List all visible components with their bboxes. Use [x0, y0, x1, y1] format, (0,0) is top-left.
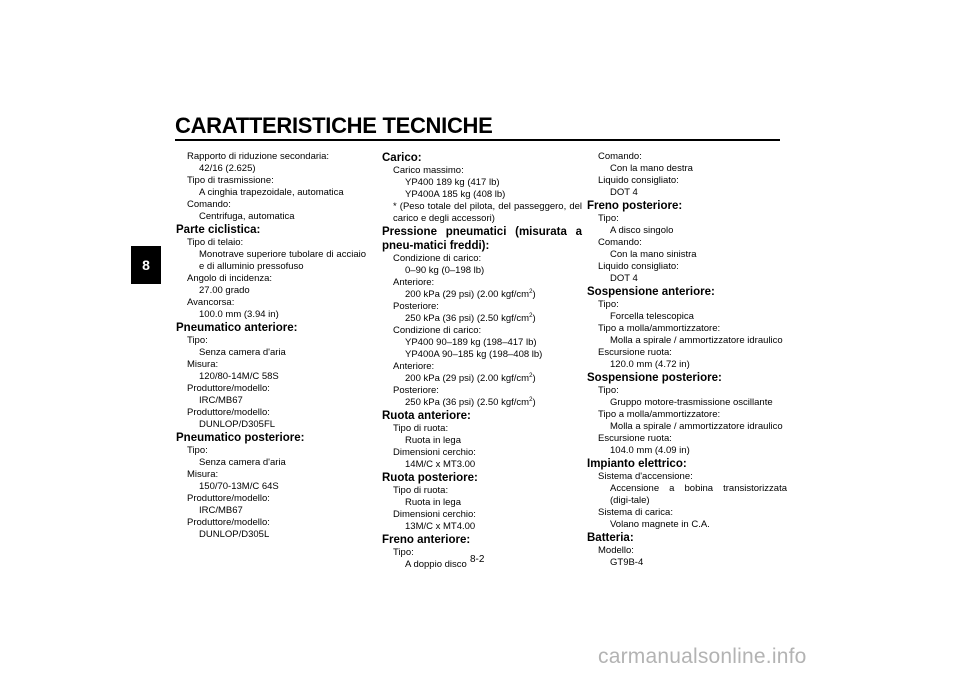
spec-value: Con la mano destra [610, 163, 693, 174]
spec-label: Produttore/modello: [187, 493, 270, 504]
spec-value: A cinghia trapezoidale, automatica [199, 187, 344, 198]
spec-value: Accensione a bobina transistorizzata (digi-tale) [610, 483, 787, 506]
spec-label: Tipo di trasmissione: [187, 175, 274, 186]
spec-value: 250 kPa (36 psi) (2.50 kgf/$cm^2$) [405, 396, 536, 408]
spec-label: Tipo di telaio: [187, 237, 244, 248]
section-heading: Freno posteriore: [587, 200, 683, 212]
section-heading: Sospensione posteriore: [587, 372, 722, 384]
spec-value: DUNLOP/D305L [199, 529, 270, 540]
section-heading: Carico: [382, 152, 422, 164]
spec-value: 120.0 mm (4.72 in) [610, 359, 690, 370]
spec-label: Tipo: [598, 213, 619, 224]
spec-label: Misura: [187, 469, 219, 480]
spec-value: Ruota in lega [405, 497, 461, 508]
spec-label: Dimensioni cerchio: [393, 447, 476, 458]
page-title: CARATTERISTICHE TECNICHE [175, 113, 493, 138]
spec-value: 27.00 grado [199, 285, 250, 296]
superscript: 2 [529, 312, 533, 319]
spec-value: Molla a spirale / ammortizzatore idraulico [610, 335, 783, 346]
spec-value: DOT 4 [610, 187, 638, 198]
spec-value: 14M/C x MT3.00 [405, 459, 476, 470]
spec-label: Sistema d'accensione: [598, 471, 693, 482]
spec-value: Senza camera d'aria [199, 457, 286, 468]
spec-value: DUNLOP/D305FL [199, 419, 276, 430]
spec-label: Misura: [187, 359, 219, 370]
spec-value: YP400A 185 kg (408 lb) [405, 189, 506, 200]
spec-value: YP400A 90–185 kg (198–408 lb) [405, 349, 543, 360]
spec-value: A doppio disco [405, 559, 467, 570]
spec-value: Monotrave superiore tubolare di acciaio e di alluminio pressofuso [199, 249, 366, 272]
watermark-text: carmanualsonline.info [598, 645, 807, 668]
spec-value: 0–90 kg (0–198 lb) [405, 265, 485, 276]
spec-label: Anteriore: [393, 361, 435, 372]
footnote: * (Peso totale del pilota, del passeggero, del carico e degli accessori) [393, 201, 582, 224]
spec-value: Forcella telescopica [610, 311, 694, 322]
spec-value: Senza camera d'aria [199, 347, 286, 358]
spec-label: Tipo di ruota: [393, 423, 449, 434]
spec-label: Tipo di ruota: [393, 485, 449, 496]
spec-label: Produttore/modello: [187, 383, 270, 394]
spec-label: Escursione ruota: [598, 347, 672, 358]
spec-column-1 [176, 151, 366, 541]
spec-label: Comando: [598, 237, 642, 248]
spec-value: 100.0 mm (3.94 in) [199, 309, 279, 320]
section-heading: Pressione pneumatici (misurata a pneu-matici freddi): [382, 226, 582, 252]
spec-value: IRC/MB67 [199, 395, 243, 406]
spec-value: 104.0 mm (4.09 in) [610, 445, 690, 456]
spec-value: Volano magnete in C.A. [610, 519, 710, 530]
spec-value: Gruppo motore-trasmissione oscillante [610, 397, 773, 408]
spec-value: Con la mano sinistra [610, 249, 697, 260]
spec-label: Posteriore: [393, 301, 439, 312]
spec-label: Sistema di carica: [598, 507, 673, 518]
section-heading: Impianto elettrico: [587, 458, 687, 470]
spec-label: Tipo: [393, 547, 414, 558]
spec-label: Angolo di incidenza: [187, 273, 273, 284]
spec-label: Anteriore: [393, 277, 435, 288]
spec-label: Condizione di carico: [393, 253, 482, 264]
page-number: 8-2 [470, 554, 485, 565]
spec-value: A disco singolo [610, 225, 674, 236]
section-tab: 8 [131, 246, 161, 284]
spec-label: Rapporto di riduzione secondaria: [187, 151, 330, 162]
spec-label: Liquido consigliato: [598, 175, 679, 186]
spec-label: Avancorsa: [187, 297, 235, 308]
section-heading: Batteria: [587, 532, 634, 544]
section-heading: Freno anteriore: [382, 534, 471, 546]
spec-value: 150/70-13M/C 64S [199, 481, 279, 492]
spec-value: 42/16 (2.625) [199, 163, 256, 174]
spec-value: 250 kPa (36 psi) (2.50 kgf/$cm^2$) [405, 312, 536, 324]
spec-label: Tipo: [598, 299, 619, 310]
spec-label: Liquido consigliato: [598, 261, 679, 272]
spec-label: Carico massimo: [393, 165, 464, 176]
superscript: 2 [529, 372, 533, 379]
section-heading: Pneumatico posteriore: [176, 432, 305, 444]
spec-value: YP400 189 kg (417 lb) [405, 177, 500, 188]
spec-value: IRC/MB67 [199, 505, 243, 516]
spec-label: Dimensioni cerchio: [393, 509, 476, 520]
section-heading: Parte ciclistica: [176, 224, 261, 236]
superscript: 2 [529, 288, 533, 295]
spec-label: Produttore/modello: [187, 407, 270, 418]
spec-label: Tipo: [598, 385, 619, 396]
spec-value: 120/80-14M/C 58S [199, 371, 279, 382]
section-heading: Ruota posteriore: [382, 472, 478, 484]
spec-value: Molla a spirale / ammortizzatore idraulico [610, 421, 783, 432]
spec-label: Modello: [598, 545, 634, 556]
spec-column-3 [587, 151, 787, 569]
spec-label: Escursione ruota: [598, 433, 672, 444]
superscript: 2 [529, 396, 533, 403]
spec-label: Posteriore: [393, 385, 439, 396]
spec-value: GT9B-4 [610, 557, 644, 568]
spec-label: Tipo a molla/ammortizzatore: [598, 409, 721, 420]
spec-value: Ruota in lega [405, 435, 461, 446]
spec-value: YP400 90–189 kg (198–417 lb) [405, 337, 537, 348]
spec-label: Comando: [598, 151, 642, 162]
spec-value: 200 kPa (29 psi) (2.00 kgf/$cm^2$) [405, 288, 536, 300]
title-underline [175, 139, 780, 141]
section-heading: Sospensione anteriore: [587, 286, 715, 298]
spec-label: Tipo: [187, 335, 208, 346]
spec-value: 200 kPa (29 psi) (2.00 kgf/$cm^2$) [405, 372, 536, 384]
spec-label: Comando: [187, 199, 231, 210]
spec-value: DOT 4 [610, 273, 638, 284]
section-heading: Ruota anteriore: [382, 410, 471, 422]
spec-label: Condizione di carico: [393, 325, 482, 336]
spec-value: Centrifuga, automatica [199, 211, 295, 222]
spec-value: 13M/C x MT4.00 [405, 521, 476, 532]
spec-column-2 [382, 151, 582, 571]
spec-label: Tipo a molla/ammortizzatore: [598, 323, 721, 334]
section-heading: Pneumatico anteriore: [176, 322, 298, 334]
spec-label: Produttore/modello: [187, 517, 270, 528]
spec-label: Tipo: [187, 445, 208, 456]
